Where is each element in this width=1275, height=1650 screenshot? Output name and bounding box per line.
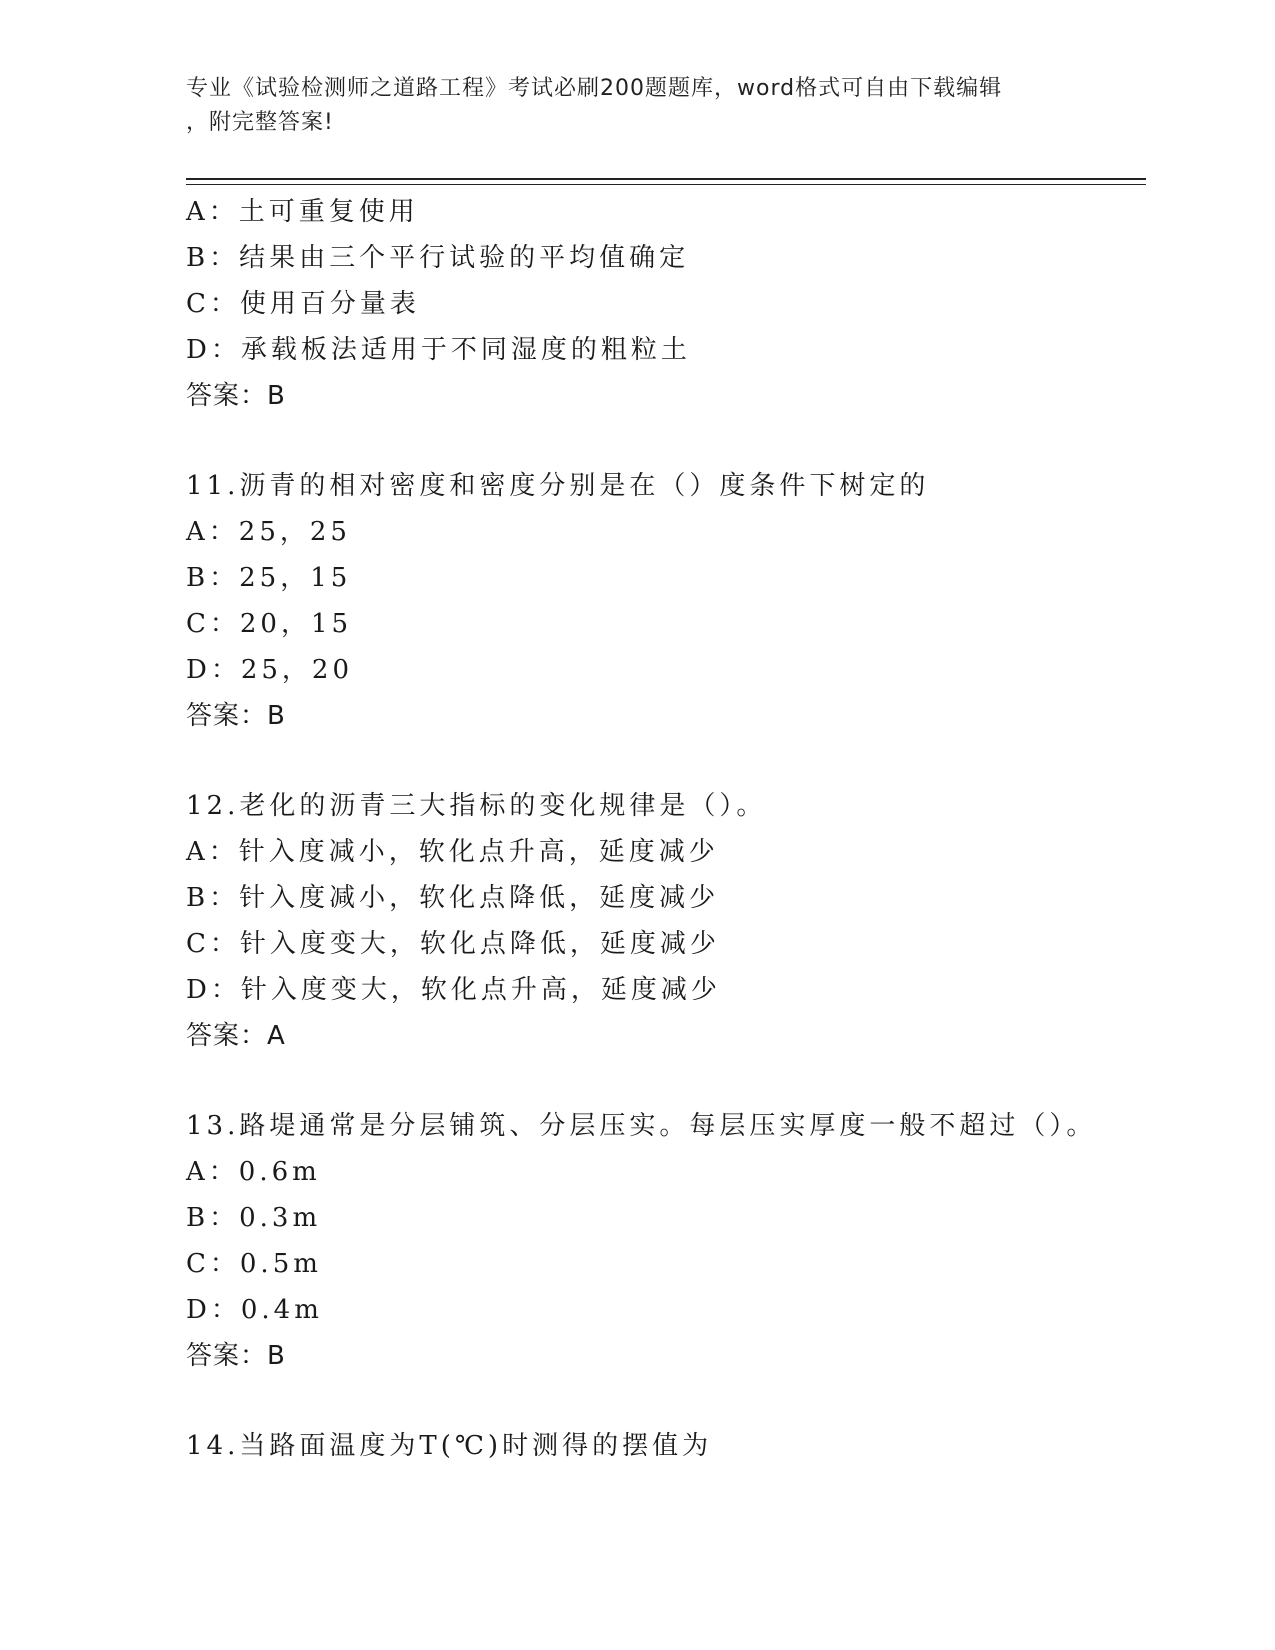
option-a: A：土可重复使用 [186,197,419,227]
question-text: 14.当路面温度为T(℃)时测得的摆值为 [186,1431,713,1461]
question-spacer [186,739,1146,783]
question-block-12 [186,783,1146,1059]
question-block-13 [186,1103,1146,1379]
option-b: B：25，15 [186,563,352,593]
option-b: B：结果由三个平行试验的平均值确定 [186,243,690,273]
document-header [186,72,1086,140]
question-spacer [186,1059,1146,1103]
question-text: 12.老化的沥青三大指标的变化规律是（）。 [186,791,767,821]
option-d: D：25，20 [186,655,354,685]
question-list [186,189,1146,1469]
question-block-10 [186,189,1146,419]
header-divider-thick [186,178,1146,180]
question-block-11 [186,463,1146,739]
option-a: A：0.6m [186,1157,321,1187]
option-c: C：20，15 [186,609,353,639]
option-b: B：0.3m [186,1203,322,1233]
option-d: D：承载板法适用于不同湿度的粗粒土 [186,335,691,365]
question-text: 13.路堤通常是分层铺筑、分层压实。每层压实厚度一般不超过（）。 [186,1111,1097,1141]
header-divider-thin [186,184,1146,185]
answer-line: 答案：B [186,701,286,731]
option-a: A：针入度减小，软化点升高，延度减少 [186,837,719,867]
header-title-line-2: ，附完整答案! [186,110,334,135]
answer-line: 答案：B [186,1341,286,1371]
option-c: C：针入度变大，软化点降低，延度减少 [186,929,720,959]
option-a: A：25，25 [186,517,351,547]
option-d: D：针入度变大，软化点升高，延度减少 [186,975,721,1005]
question-spacer [186,1379,1146,1423]
answer-line: 答案：A [186,1021,286,1051]
header-title-line-1: 专业《试验检测师之道路工程》考试必刷200题题库，word格式可自由下载编辑 [186,76,1003,101]
question-spacer [186,419,1146,463]
option-c: C：使用百分量表 [186,289,420,319]
question-text: 11.沥青的相对密度和密度分别是在（）度条件下树定的 [186,471,930,501]
option-c: C：0.5m [186,1249,322,1279]
option-b: B：针入度减小，软化点降低，延度减少 [186,883,720,913]
answer-line: 答案：B [186,381,286,411]
option-d: D：0.4m [186,1295,323,1325]
question-block-14 [186,1423,1146,1469]
